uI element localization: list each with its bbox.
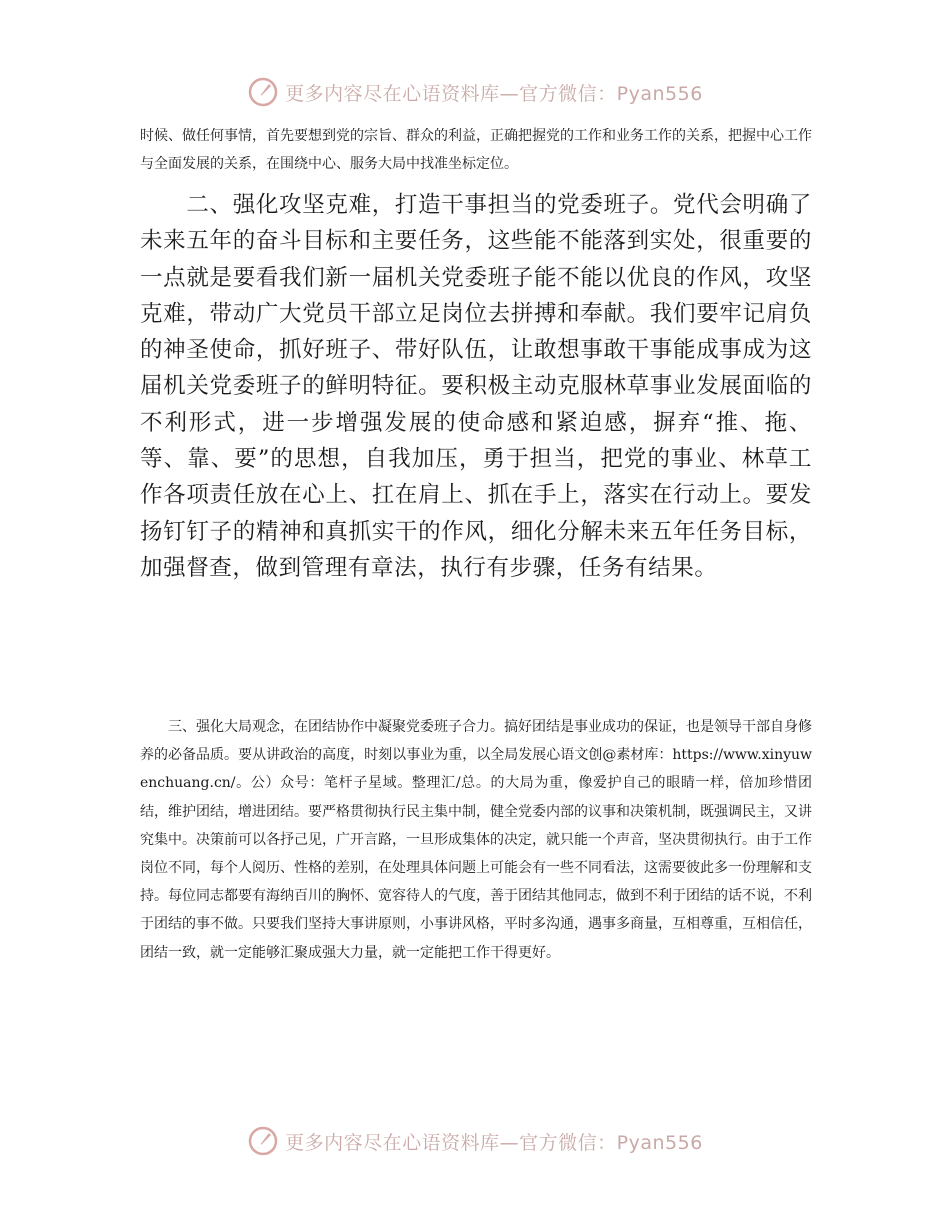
paragraph-section-two: 二、强化攻坚克难，打造干事担当的党委班子。党代会明确了未来五年的奋斗目标和主要任务，这些能不能落到实处，很重要的一点就是要看我们新一届机关党委班子能不能以优良的作风，攻坚克难，带动广大党员干部立足岗位去拼搏和奉献。我们要牢记肩负的神圣使命，抓好班子、带好队伍，让敢想事敢干事能成事成为这届机关党委班子的鲜明特征。要积极主动克服林草事业发展面临的不利形式，进一步增强发展的使命感和紧迫感，摒弃“推、拖、等、靠、要”的思想，自我加压，勇于担当，把党的事业、林草工作各项责任放在心上、扛在肩上、抓在手上，落实在行动上。要发扬钉钉子的精神和真抓实干的作风，细化分解未来五年任务目标，加强督查，做到管理有章法，执行有步骤，任务有结果。 [140,192,812,581]
header-watermark [0,72,950,112]
paragraph-continuation: 时候、做任何事情，首先要想到党的宗旨、群众的利益，正确把握党的工作和业务工作的关系，把握中心工作与全面发展的关系，在围绕中心、服务大局中找准坐标定位。 [140,128,812,172]
quill-logo-icon [247,1125,279,1157]
header-watermark-text: 更多内容尽在心语资料库—官方微信：Pyan556 [285,82,703,105]
footer-watermark-text: 更多内容尽在心语资料库—官方微信：Pyan556 [285,1131,703,1154]
paragraph-section-three: 三、强化大局观念，在团结协作中凝聚党委班子合力。搞好团结是事业成功的保证，也是领导干部自身修养的必备品质。要从讲政治的高度，时刻以事业为重，以全局发展心语文创@素材库：https://www.xinyuwenchuang.cn/。公）众号：笔杆子星域。整理汇/总。的大局为重，像爱护自己的眼睛一样，倍加珍惜团结，维护团结，增进团结。要严格贯彻执行民主集中制，健全党委内部的议事和决策机制，既强调民主，又讲究集中。决策前可以各抒己见，广开言路，一旦形成集体的决定，就只能一个声音，坚决贯彻执行。由于工作岗位不同，每个人阅历、性格的差别，在处理具体问题上可能会有一些不同看法，这需要彼此多一份理解和支持。每位同志都要有海纳百川的胸怀、宽容待人的气度，善于团结其他同志，做到不利于团结的话不说，不利于团结的事不做。只要我们坚持大事讲原则，小事讲风格，平时多沟通，遇事多商量，互相尊重，互相信任，团结一致，就一定能够汇聚成强大力量，就一定能把工作干得更好。 [140,719,812,961]
footer-watermark [0,1121,950,1161]
quill-logo-icon [247,76,279,108]
